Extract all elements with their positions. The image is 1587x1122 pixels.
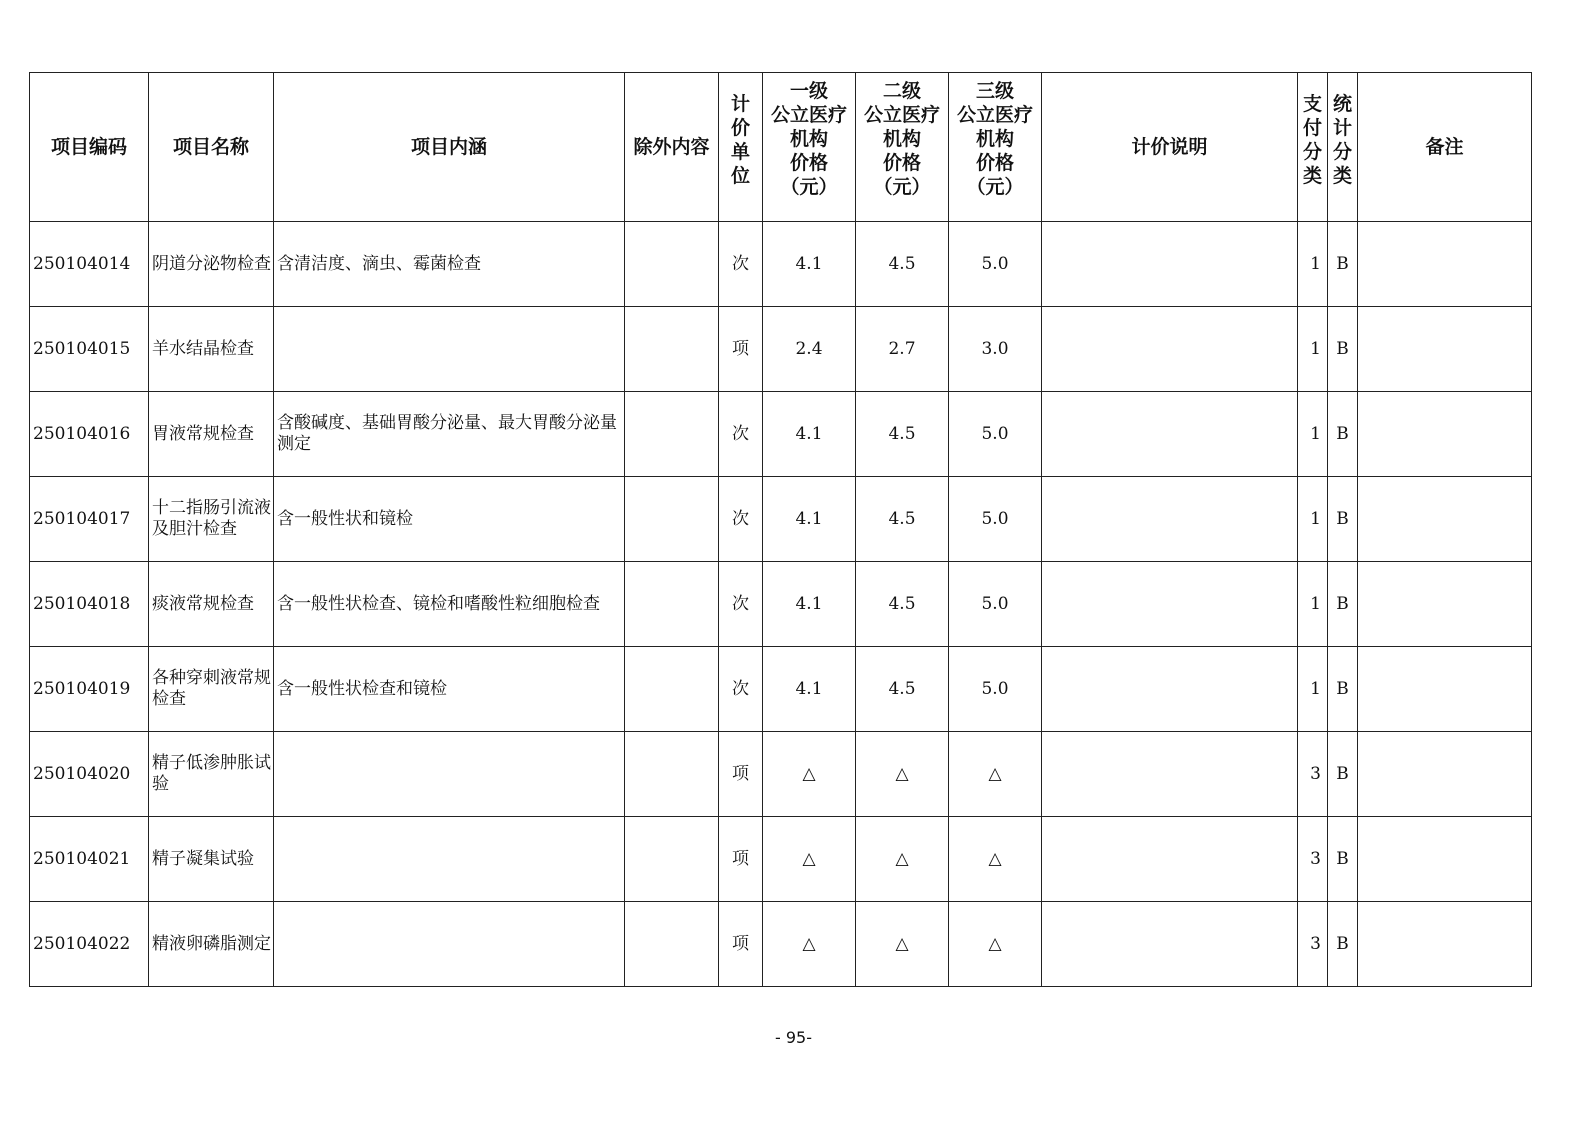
cell-price-level2: 4.5 bbox=[856, 392, 949, 477]
cell-name: 精子低渗肿胀试验 bbox=[149, 732, 274, 817]
header-price-level1: 一级 公立医疗 机构 价格 （元） bbox=[763, 73, 856, 222]
cell-excluded bbox=[625, 817, 719, 902]
cell-content bbox=[274, 307, 625, 392]
cell-price-level1: △ bbox=[763, 732, 856, 817]
price-table bbox=[29, 72, 1532, 987]
cell-price-level2: △ bbox=[856, 732, 949, 817]
cell-payment-category: 1 bbox=[1298, 392, 1328, 477]
cell-name: 各种穿刺液常规检查 bbox=[149, 647, 274, 732]
cell-stat-category: B bbox=[1328, 647, 1358, 732]
header-name: 项目名称 bbox=[149, 73, 274, 222]
cell-unit: 项 bbox=[719, 817, 763, 902]
cell-name: 十二指肠引流液及胆汁检查 bbox=[149, 477, 274, 562]
cell-price-level3: △ bbox=[949, 902, 1042, 987]
cell-code: 250104019 bbox=[30, 647, 149, 732]
cell-code: 250104021 bbox=[30, 817, 149, 902]
cell-pricing-note bbox=[1042, 732, 1298, 817]
cell-price-level1: 4.1 bbox=[763, 222, 856, 307]
cell-name: 痰液常规检查 bbox=[149, 562, 274, 647]
table-row bbox=[30, 392, 1532, 477]
cell-remarks bbox=[1358, 817, 1532, 902]
cell-stat-category: B bbox=[1328, 732, 1358, 817]
cell-stat-category: B bbox=[1328, 817, 1358, 902]
cell-remarks bbox=[1358, 477, 1532, 562]
cell-price-level1: △ bbox=[763, 817, 856, 902]
cell-remarks bbox=[1358, 222, 1532, 307]
cell-stat-category: B bbox=[1328, 222, 1358, 307]
cell-payment-category: 3 bbox=[1298, 732, 1328, 817]
table-row bbox=[30, 477, 1532, 562]
cell-price-level3: △ bbox=[949, 817, 1042, 902]
cell-price-level2: 4.5 bbox=[856, 222, 949, 307]
table-row bbox=[30, 902, 1532, 987]
cell-unit: 项 bbox=[719, 902, 763, 987]
header-price-level2: 二级 公立医疗 机构 价格 （元） bbox=[856, 73, 949, 222]
cell-price-level3: 3.0 bbox=[949, 307, 1042, 392]
cell-content bbox=[274, 817, 625, 902]
cell-excluded bbox=[625, 902, 719, 987]
cell-stat-category: B bbox=[1328, 307, 1358, 392]
cell-code: 250104014 bbox=[30, 222, 149, 307]
cell-pricing-note bbox=[1042, 222, 1298, 307]
cell-stat-category: B bbox=[1328, 562, 1358, 647]
cell-price-level1: 4.1 bbox=[763, 477, 856, 562]
cell-name: 精液卵磷脂测定 bbox=[149, 902, 274, 987]
cell-price-level2: 4.5 bbox=[856, 647, 949, 732]
cell-code: 250104018 bbox=[30, 562, 149, 647]
cell-code: 250104017 bbox=[30, 477, 149, 562]
cell-pricing-note bbox=[1042, 307, 1298, 392]
cell-payment-category: 1 bbox=[1298, 647, 1328, 732]
page-number: - 95- bbox=[775, 1028, 812, 1047]
cell-price-level2: △ bbox=[856, 817, 949, 902]
cell-stat-category: B bbox=[1328, 392, 1358, 477]
cell-pricing-note bbox=[1042, 562, 1298, 647]
cell-remarks bbox=[1358, 647, 1532, 732]
cell-pricing-note bbox=[1042, 647, 1298, 732]
cell-price-level3: 5.0 bbox=[949, 477, 1042, 562]
cell-price-level3: 5.0 bbox=[949, 647, 1042, 732]
cell-unit: 次 bbox=[719, 392, 763, 477]
header-remarks: 备注 bbox=[1358, 73, 1532, 222]
table-row bbox=[30, 732, 1532, 817]
header-content: 项目内涵 bbox=[274, 73, 625, 222]
header-unit: 计 价 单 位 bbox=[719, 73, 763, 222]
cell-price-level1: 4.1 bbox=[763, 392, 856, 477]
cell-unit: 次 bbox=[719, 477, 763, 562]
cell-remarks bbox=[1358, 732, 1532, 817]
cell-pricing-note bbox=[1042, 477, 1298, 562]
cell-unit: 次 bbox=[719, 562, 763, 647]
cell-pricing-note bbox=[1042, 902, 1298, 987]
cell-name: 羊水结晶检查 bbox=[149, 307, 274, 392]
cell-content bbox=[274, 732, 625, 817]
header-stat-category: 统 计 分 类 bbox=[1328, 73, 1358, 222]
table-row bbox=[30, 562, 1532, 647]
cell-excluded bbox=[625, 307, 719, 392]
cell-price-level3: 5.0 bbox=[949, 392, 1042, 477]
cell-unit: 次 bbox=[719, 222, 763, 307]
cell-content: 含清洁度、滴虫、霉菌检查 bbox=[274, 222, 625, 307]
header-excluded: 除外内容 bbox=[625, 73, 719, 222]
header-payment-category: 支 付 分 类 bbox=[1298, 73, 1328, 222]
cell-unit: 项 bbox=[719, 732, 763, 817]
cell-price-level3: 5.0 bbox=[949, 562, 1042, 647]
table-row bbox=[30, 647, 1532, 732]
cell-payment-category: 1 bbox=[1298, 477, 1328, 562]
table-row bbox=[30, 817, 1532, 902]
cell-payment-category: 1 bbox=[1298, 307, 1328, 392]
cell-price-level1: 4.1 bbox=[763, 562, 856, 647]
header-price-level3: 三级 公立医疗 机构 价格 （元） bbox=[949, 73, 1042, 222]
cell-name: 胃液常规检查 bbox=[149, 392, 274, 477]
cell-content: 含一般性状和镜检 bbox=[274, 477, 625, 562]
cell-excluded bbox=[625, 732, 719, 817]
cell-excluded bbox=[625, 562, 719, 647]
cell-price-level2: △ bbox=[856, 902, 949, 987]
cell-price-level2: 2.7 bbox=[856, 307, 949, 392]
cell-unit: 次 bbox=[719, 647, 763, 732]
cell-payment-category: 1 bbox=[1298, 562, 1328, 647]
cell-content: 含酸碱度、基础胃酸分泌量、最大胃酸分泌量测定 bbox=[274, 392, 625, 477]
header-row bbox=[30, 73, 1532, 222]
cell-content bbox=[274, 902, 625, 987]
table-row bbox=[30, 307, 1532, 392]
cell-excluded bbox=[625, 477, 719, 562]
cell-code: 250104016 bbox=[30, 392, 149, 477]
cell-remarks bbox=[1358, 902, 1532, 987]
table-row bbox=[30, 222, 1532, 307]
cell-excluded bbox=[625, 647, 719, 732]
cell-remarks bbox=[1358, 307, 1532, 392]
header-pricing-note: 计价说明 bbox=[1042, 73, 1298, 222]
cell-price-level1: 4.1 bbox=[763, 647, 856, 732]
cell-unit: 项 bbox=[719, 307, 763, 392]
cell-price-level3: △ bbox=[949, 732, 1042, 817]
cell-price-level3: 5.0 bbox=[949, 222, 1042, 307]
cell-remarks bbox=[1358, 562, 1532, 647]
cell-price-level1: 2.4 bbox=[763, 307, 856, 392]
cell-excluded bbox=[625, 222, 719, 307]
cell-price-level2: 4.5 bbox=[856, 562, 949, 647]
cell-price-level2: 4.5 bbox=[856, 477, 949, 562]
cell-payment-category: 3 bbox=[1298, 902, 1328, 987]
cell-pricing-note bbox=[1042, 392, 1298, 477]
cell-content: 含一般性状检查和镜检 bbox=[274, 647, 625, 732]
cell-price-level1: △ bbox=[763, 902, 856, 987]
cell-excluded bbox=[625, 392, 719, 477]
cell-code: 250104022 bbox=[30, 902, 149, 987]
cell-code: 250104015 bbox=[30, 307, 149, 392]
cell-name: 精子凝集试验 bbox=[149, 817, 274, 902]
cell-name: 阴道分泌物检查 bbox=[149, 222, 274, 307]
cell-payment-category: 1 bbox=[1298, 222, 1328, 307]
cell-stat-category: B bbox=[1328, 902, 1358, 987]
cell-remarks bbox=[1358, 392, 1532, 477]
cell-payment-category: 3 bbox=[1298, 817, 1328, 902]
cell-pricing-note bbox=[1042, 817, 1298, 902]
header-code: 项目编码 bbox=[30, 73, 149, 222]
table-body bbox=[30, 222, 1532, 987]
cell-content: 含一般性状检查、镜检和嗜酸性粒细胞检查 bbox=[274, 562, 625, 647]
cell-code: 250104020 bbox=[30, 732, 149, 817]
cell-stat-category: B bbox=[1328, 477, 1358, 562]
